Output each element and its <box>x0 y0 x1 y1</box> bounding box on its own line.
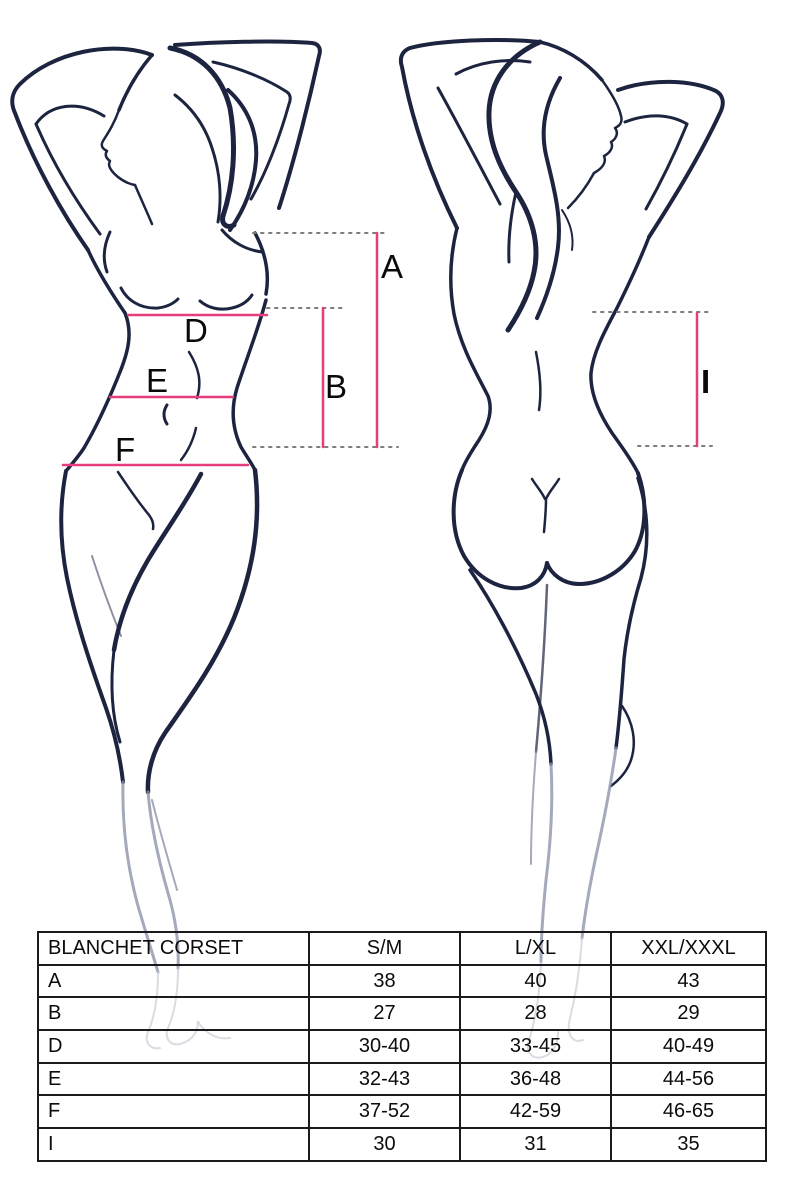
table-cell: 28 <box>460 997 611 1030</box>
table-cell: 38 <box>309 965 460 998</box>
row-label: B <box>38 997 309 1030</box>
table-row <box>38 965 766 998</box>
row-label: E <box>38 1063 309 1096</box>
row-label: I <box>38 1128 309 1161</box>
table-cell: 31 <box>460 1128 611 1161</box>
table-cell: 30 <box>309 1128 460 1161</box>
table-cell: 36-48 <box>460 1063 611 1096</box>
row-label: D <box>38 1030 309 1063</box>
measurement-label-i: I <box>701 363 711 400</box>
table-cell: 46-65 <box>611 1095 766 1128</box>
column-header-lxl: L/XL <box>460 932 611 965</box>
measurement-label-a: A <box>381 248 404 285</box>
back-lower-legs-faded <box>531 748 616 962</box>
table-cell: 44-56 <box>611 1063 766 1096</box>
measurement-label-e: E <box>146 362 169 399</box>
size-table-header-row <box>38 932 766 965</box>
back-measurement-lines <box>593 312 712 446</box>
row-label: F <box>38 1095 309 1128</box>
row-label: A <box>38 965 309 998</box>
table-cell: 30-40 <box>309 1030 460 1063</box>
table-cell: 40 <box>460 965 611 998</box>
table-cell: 27 <box>309 997 460 1030</box>
table-row <box>38 1128 766 1161</box>
table-row <box>38 1030 766 1063</box>
female-silhouette-front <box>12 42 320 792</box>
table-cell: 35 <box>611 1128 766 1161</box>
table-row <box>38 1063 766 1096</box>
measurement-label-b: B <box>325 368 348 405</box>
table-cell: 32-43 <box>309 1063 460 1096</box>
column-header-sm: S/M <box>309 932 460 965</box>
product-name: BLANCHET CORSET <box>38 932 309 965</box>
column-header-xxl: XXL/XXXL <box>611 932 766 965</box>
measurement-label-f: F <box>115 431 136 468</box>
table-row <box>38 1095 766 1128</box>
front-measurement-lines <box>63 233 398 468</box>
measurement-label-d: D <box>184 312 208 349</box>
table-cell: 33-45 <box>460 1030 611 1063</box>
table-cell: 42-59 <box>460 1095 611 1128</box>
table-cell: 43 <box>611 965 766 998</box>
table-cell: 29 <box>611 997 766 1030</box>
table-row <box>38 997 766 1030</box>
table-cell: 40-49 <box>611 1030 766 1063</box>
size-table <box>37 931 767 1162</box>
table-cell: 37-52 <box>309 1095 460 1128</box>
female-silhouette-back <box>401 40 723 786</box>
